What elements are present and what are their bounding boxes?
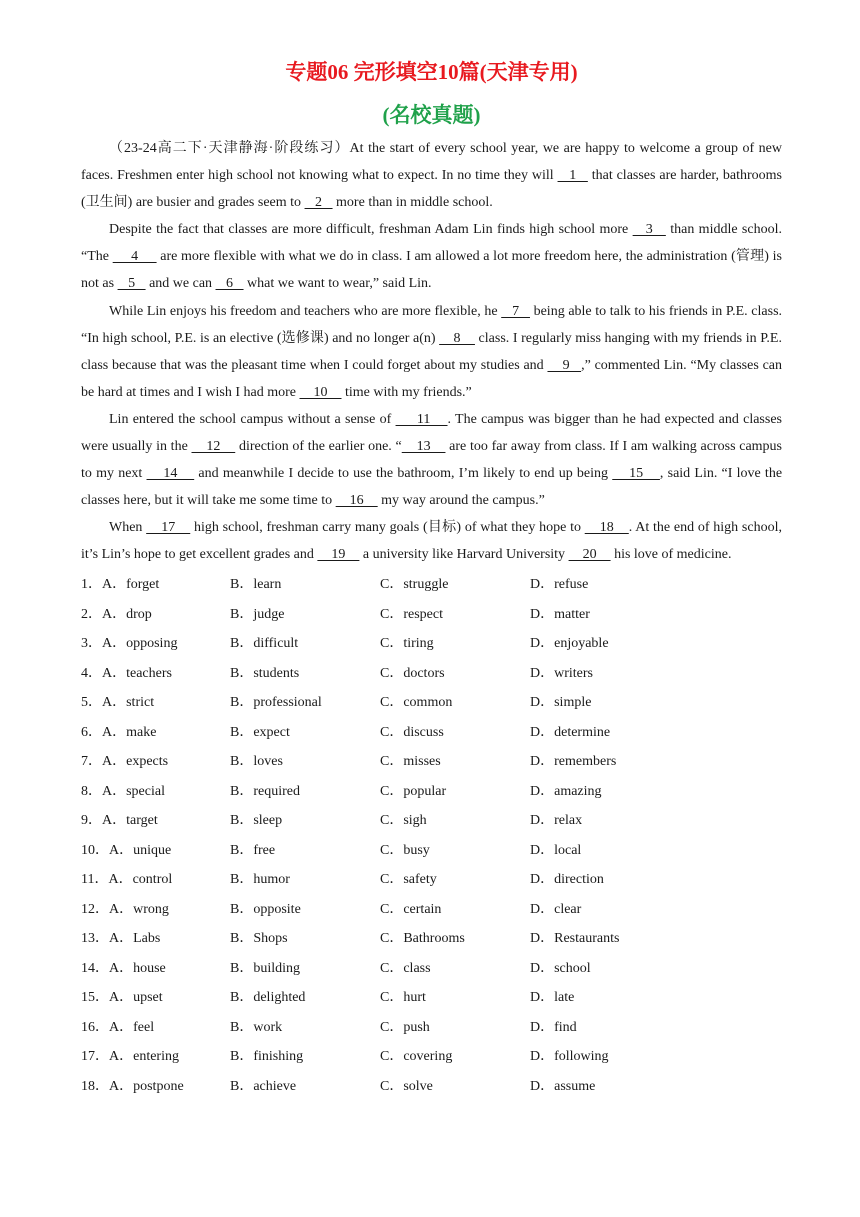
option-a[interactable] bbox=[81, 573, 230, 593]
option-c[interactable] bbox=[380, 1075, 530, 1095]
option-text: C．hurt bbox=[380, 990, 426, 1006]
question-row bbox=[81, 746, 782, 776]
option-a[interactable] bbox=[81, 691, 230, 711]
option-text: D．amazing bbox=[530, 783, 602, 799]
option-text: B．building bbox=[230, 960, 301, 976]
option-text: B．work bbox=[230, 1019, 283, 1035]
option-b[interactable] bbox=[230, 1016, 380, 1036]
option-text: D．remembers bbox=[530, 754, 617, 770]
option-text: D．simple bbox=[530, 695, 592, 711]
option-text: B．humor bbox=[230, 872, 290, 888]
blank-number: 13 bbox=[401, 439, 446, 455]
option-a[interactable] bbox=[81, 809, 230, 829]
blank-number: 12 bbox=[191, 439, 236, 455]
option-text: C．push bbox=[380, 1019, 430, 1035]
passage-text: are too far away from class. If I am walking across campus to my next bbox=[81, 439, 782, 482]
passage-text: a university like Harvard University bbox=[359, 547, 569, 563]
option-a[interactable] bbox=[81, 721, 230, 741]
question-number: 2． bbox=[81, 606, 102, 622]
option-text: B．loves bbox=[230, 754, 283, 770]
option-d[interactable] bbox=[530, 898, 782, 918]
option-text: D．late bbox=[530, 990, 575, 1006]
option-b[interactable] bbox=[230, 721, 380, 741]
option-b[interactable] bbox=[230, 898, 380, 918]
option-c[interactable] bbox=[380, 839, 530, 859]
option-c[interactable] bbox=[380, 662, 530, 682]
option-a[interactable] bbox=[81, 1075, 230, 1095]
option-b[interactable] bbox=[230, 780, 380, 800]
option-text: D．matter bbox=[530, 606, 590, 622]
option-d[interactable] bbox=[530, 750, 782, 770]
option-text: A．feel bbox=[109, 1019, 155, 1035]
question-row bbox=[81, 923, 782, 953]
option-c[interactable] bbox=[380, 632, 530, 652]
blank-number: 10 bbox=[299, 384, 342, 400]
option-text: A．entering bbox=[109, 1049, 179, 1065]
option-text: C．safety bbox=[380, 872, 437, 888]
option-d[interactable] bbox=[530, 603, 782, 623]
question-row bbox=[81, 687, 782, 717]
blank-number: 19 bbox=[317, 547, 360, 563]
option-b[interactable] bbox=[230, 603, 380, 623]
option-text: A．upset bbox=[109, 990, 163, 1006]
option-a[interactable] bbox=[81, 839, 230, 859]
option-text: D．direction bbox=[530, 872, 604, 888]
passage-text: high school, freshman carry many goals (目标) of what they hope to bbox=[190, 520, 585, 536]
option-d[interactable] bbox=[530, 1016, 782, 1036]
question-number: 11． bbox=[81, 872, 109, 888]
option-b[interactable] bbox=[230, 750, 380, 770]
passage-text: that classes are harder, bathrooms (卫生间) are busier and grades seem to bbox=[81, 168, 782, 211]
option-text: A．expects bbox=[102, 754, 169, 770]
option-c[interactable] bbox=[380, 957, 530, 977]
option-b[interactable] bbox=[230, 1075, 380, 1095]
option-text: B．free bbox=[230, 842, 276, 858]
option-b[interactable] bbox=[230, 691, 380, 711]
passage-text: class. I regularly miss hanging with my friends in P.E. class because that was the pleasant time when I could forget about my studies and bbox=[81, 330, 782, 373]
option-c[interactable] bbox=[380, 573, 530, 593]
option-a[interactable] bbox=[81, 750, 230, 770]
question-row bbox=[81, 569, 782, 599]
question-row bbox=[81, 1011, 782, 1041]
option-c[interactable] bbox=[380, 750, 530, 770]
option-text: D．Restaurants bbox=[530, 931, 620, 947]
blank-number: 20 bbox=[568, 547, 611, 563]
option-text: D．following bbox=[530, 1049, 609, 1065]
passage-text: . At the end of high school, it’s Lin’s hope to get excellent grades and bbox=[81, 520, 782, 563]
option-text: B．sleep bbox=[230, 813, 283, 829]
option-c[interactable] bbox=[380, 927, 530, 947]
passage-text: are more flexible with what we do in class. I am allowed a lot more freedom here, the administration (管理) is not as bbox=[81, 249, 782, 292]
option-c[interactable] bbox=[380, 603, 530, 623]
question-row bbox=[81, 775, 782, 805]
blank-number: 8 bbox=[439, 330, 475, 346]
question-number: 1． bbox=[81, 577, 102, 593]
passage-text: , said Lin. “I love the classes here, but it will take me some time to bbox=[81, 466, 783, 509]
option-a[interactable] bbox=[81, 662, 230, 682]
option-d[interactable] bbox=[530, 1045, 782, 1065]
question-number: 8． bbox=[81, 783, 102, 799]
blank-number: 18 bbox=[584, 520, 629, 536]
page-subtitle: (名校真题) bbox=[382, 103, 481, 127]
passage-text: While Lin enjoys his freedom and teachers who are more flexible, he bbox=[109, 303, 502, 319]
blank-number: 15 bbox=[612, 466, 660, 482]
option-a[interactable] bbox=[81, 898, 230, 918]
option-text: A．control bbox=[108, 872, 173, 888]
option-b[interactable] bbox=[230, 662, 380, 682]
question-row bbox=[81, 834, 782, 864]
passage-text: and meanwhile I decide to use the bathroom, I’m likely to end up being bbox=[194, 466, 613, 482]
option-b[interactable] bbox=[230, 868, 380, 888]
option-text: D．enjoyable bbox=[530, 636, 609, 652]
question-row bbox=[81, 598, 782, 628]
passage-text: direction of the earlier one. “ bbox=[235, 439, 402, 455]
question-number: 18． bbox=[81, 1078, 109, 1094]
option-c[interactable] bbox=[380, 898, 530, 918]
blank-number: 5 bbox=[117, 276, 146, 292]
option-text: A．strict bbox=[102, 695, 155, 711]
option-d[interactable] bbox=[530, 839, 782, 859]
option-text: C．popular bbox=[380, 783, 447, 799]
option-d[interactable] bbox=[530, 662, 782, 682]
option-c[interactable] bbox=[380, 1045, 530, 1065]
passage-text: what we want to wear,” said Lin. bbox=[243, 276, 432, 292]
option-text: A．postpone bbox=[109, 1078, 184, 1094]
option-text: D．determine bbox=[530, 724, 611, 740]
passage-paragraph bbox=[81, 298, 782, 406]
option-text: A．opposing bbox=[102, 636, 178, 652]
option-text: A．target bbox=[102, 813, 158, 829]
option-a[interactable] bbox=[81, 868, 230, 888]
blank-number: 7 bbox=[501, 303, 530, 319]
option-text: C．solve bbox=[380, 1078, 433, 1094]
option-text: A．unique bbox=[109, 842, 172, 858]
option-text: C．busy bbox=[380, 842, 430, 858]
blank-number: 4 bbox=[112, 249, 157, 265]
passage-paragraph bbox=[81, 135, 782, 216]
option-c[interactable] bbox=[380, 986, 530, 1006]
option-text: B．required bbox=[230, 783, 300, 799]
question-list bbox=[81, 569, 782, 1100]
blank-number: 1 bbox=[557, 168, 588, 184]
blank-number: 2 bbox=[304, 195, 333, 211]
question-number: 16． bbox=[81, 1019, 109, 1035]
option-b[interactable] bbox=[230, 573, 380, 593]
passage-text: his love of medicine. bbox=[610, 547, 732, 563]
blank-number: 14 bbox=[146, 466, 195, 482]
option-text: C．misses bbox=[380, 754, 441, 770]
blank-number: 11 bbox=[395, 411, 448, 427]
option-text: D．assume bbox=[530, 1078, 596, 1094]
question-number: 10． bbox=[81, 842, 109, 858]
option-text: C．sigh bbox=[380, 813, 427, 829]
question-number: 14． bbox=[81, 960, 109, 976]
option-text: C．doctors bbox=[380, 665, 445, 681]
question-number: 7． bbox=[81, 754, 102, 770]
option-d[interactable] bbox=[530, 927, 782, 947]
question-row bbox=[81, 1041, 782, 1071]
option-d[interactable] bbox=[530, 721, 782, 741]
option-a[interactable] bbox=[81, 957, 230, 977]
passage-text: Despite the fact that classes are more difficult, freshman Adam Lin finds high school more bbox=[109, 222, 633, 238]
option-text: D．school bbox=[530, 960, 591, 976]
option-text: C．covering bbox=[380, 1049, 453, 1065]
option-a[interactable] bbox=[81, 986, 230, 1006]
question-row bbox=[81, 628, 782, 658]
option-text: A．drop bbox=[102, 606, 152, 622]
option-a[interactable] bbox=[81, 927, 230, 947]
passage-text: When bbox=[109, 520, 147, 536]
option-text: A．Labs bbox=[109, 931, 161, 947]
cloze-passage bbox=[81, 135, 782, 569]
passage-text: ,” commented Lin. “My classes can be hard at times and I wish I had more bbox=[81, 357, 783, 400]
blank-number: 6 bbox=[215, 276, 244, 292]
option-text: A．wrong bbox=[109, 901, 169, 917]
document-page bbox=[81, 56, 782, 1100]
page-title: 专题06 完形填空10篇(天津专用) bbox=[285, 60, 578, 84]
option-text: C．discuss bbox=[380, 724, 444, 740]
option-c[interactable] bbox=[380, 809, 530, 829]
option-text: D．clear bbox=[530, 901, 582, 917]
option-c[interactable] bbox=[380, 868, 530, 888]
option-text: C．certain bbox=[380, 901, 442, 917]
option-b[interactable] bbox=[230, 986, 380, 1006]
option-d[interactable] bbox=[530, 957, 782, 977]
option-text: C．tiring bbox=[380, 636, 434, 652]
question-row bbox=[81, 805, 782, 835]
question-number: 6． bbox=[81, 724, 102, 740]
blank-number: 3 bbox=[632, 222, 666, 238]
question-row bbox=[81, 657, 782, 687]
option-d[interactable] bbox=[530, 573, 782, 593]
option-b[interactable] bbox=[230, 839, 380, 859]
option-text: C．common bbox=[380, 695, 453, 711]
option-text: B．expect bbox=[230, 724, 290, 740]
blank-number: 9 bbox=[547, 357, 582, 373]
question-number: 5． bbox=[81, 695, 102, 711]
option-a[interactable] bbox=[81, 1016, 230, 1036]
option-b[interactable] bbox=[230, 809, 380, 829]
option-d[interactable] bbox=[530, 780, 782, 800]
option-d[interactable] bbox=[530, 868, 782, 888]
passage-text: being able to talk to his friends in P.E. class. “In high school, P.E. is an elective (选修课) and no longer a(n) bbox=[81, 303, 783, 346]
option-text: D．local bbox=[530, 842, 582, 858]
passage-text: Lin entered the school campus without a sense of bbox=[109, 411, 396, 427]
option-c[interactable] bbox=[380, 691, 530, 711]
question-number: 13． bbox=[81, 931, 109, 947]
option-text: D．refuse bbox=[530, 577, 589, 593]
option-d[interactable] bbox=[530, 809, 782, 829]
option-text: D．writers bbox=[530, 665, 593, 681]
question-row bbox=[81, 893, 782, 923]
option-text: A．teachers bbox=[102, 665, 172, 681]
passage-text: . The campus was bigger than he had expected and classes were usually in the bbox=[81, 411, 782, 455]
passage-paragraph bbox=[81, 216, 782, 297]
question-number: 12． bbox=[81, 901, 109, 917]
option-text: C．Bathrooms bbox=[380, 931, 465, 947]
option-d[interactable] bbox=[530, 986, 782, 1006]
option-a[interactable] bbox=[81, 603, 230, 623]
blank-number: 17 bbox=[146, 520, 191, 536]
option-text: B．students bbox=[230, 665, 300, 681]
question-row bbox=[81, 1070, 782, 1100]
option-c[interactable] bbox=[380, 1016, 530, 1036]
option-text: B．professional bbox=[230, 695, 322, 711]
option-c[interactable] bbox=[380, 721, 530, 741]
question-row bbox=[81, 952, 782, 982]
question-number: 15． bbox=[81, 990, 109, 1006]
option-text: A．forget bbox=[102, 577, 160, 593]
option-text: C．class bbox=[380, 960, 431, 976]
option-b[interactable] bbox=[230, 927, 380, 947]
option-text: B．learn bbox=[230, 577, 282, 593]
option-text: C．respect bbox=[380, 606, 443, 622]
option-text: C．struggle bbox=[380, 577, 449, 593]
passage-paragraph bbox=[81, 514, 782, 568]
passage-text: my way around the campus.” bbox=[377, 493, 545, 509]
passage-text: and we can bbox=[145, 276, 216, 292]
option-text: A．make bbox=[102, 724, 157, 740]
passage-text: （23-24高二下·天津静海·阶段练习）At the start of every school year, we are happy to welcome a group of new faces. Freshmen enter high school not knowing what to expect. In no time they will bbox=[81, 141, 782, 184]
option-text: D．find bbox=[530, 1019, 577, 1035]
option-text: B．difficult bbox=[230, 636, 299, 652]
option-a[interactable] bbox=[81, 780, 230, 800]
question-row bbox=[81, 982, 782, 1012]
question-number: 4． bbox=[81, 665, 102, 681]
option-a[interactable] bbox=[81, 1045, 230, 1065]
question-row bbox=[81, 864, 782, 894]
passage-paragraph bbox=[81, 406, 782, 514]
option-text: B．Shops bbox=[230, 931, 288, 947]
option-b[interactable] bbox=[230, 957, 380, 977]
option-text: B．delighted bbox=[230, 990, 306, 1006]
option-text: D．relax bbox=[530, 813, 583, 829]
option-text: B．opposite bbox=[230, 901, 301, 917]
option-c[interactable] bbox=[380, 780, 530, 800]
blank-number: 16 bbox=[335, 493, 378, 509]
option-text: B．achieve bbox=[230, 1078, 297, 1094]
question-row bbox=[81, 716, 782, 746]
passage-text: than middle school. “The bbox=[81, 222, 782, 265]
option-text: A．house bbox=[109, 960, 166, 976]
option-text: A．special bbox=[102, 783, 165, 799]
option-text: B．finishing bbox=[230, 1049, 304, 1065]
option-d[interactable] bbox=[530, 691, 782, 711]
option-b[interactable] bbox=[230, 1045, 380, 1065]
option-b[interactable] bbox=[230, 632, 380, 652]
option-d[interactable] bbox=[530, 1075, 782, 1095]
question-number: 9． bbox=[81, 813, 102, 829]
option-a[interactable] bbox=[81, 632, 230, 652]
option-text: B．judge bbox=[230, 606, 285, 622]
option-d[interactable] bbox=[530, 632, 782, 652]
question-number: 3． bbox=[81, 636, 102, 652]
question-number: 17． bbox=[81, 1049, 109, 1065]
passage-text: more than in middle school. bbox=[332, 195, 493, 211]
passage-text: time with my friends.” bbox=[341, 384, 472, 400]
